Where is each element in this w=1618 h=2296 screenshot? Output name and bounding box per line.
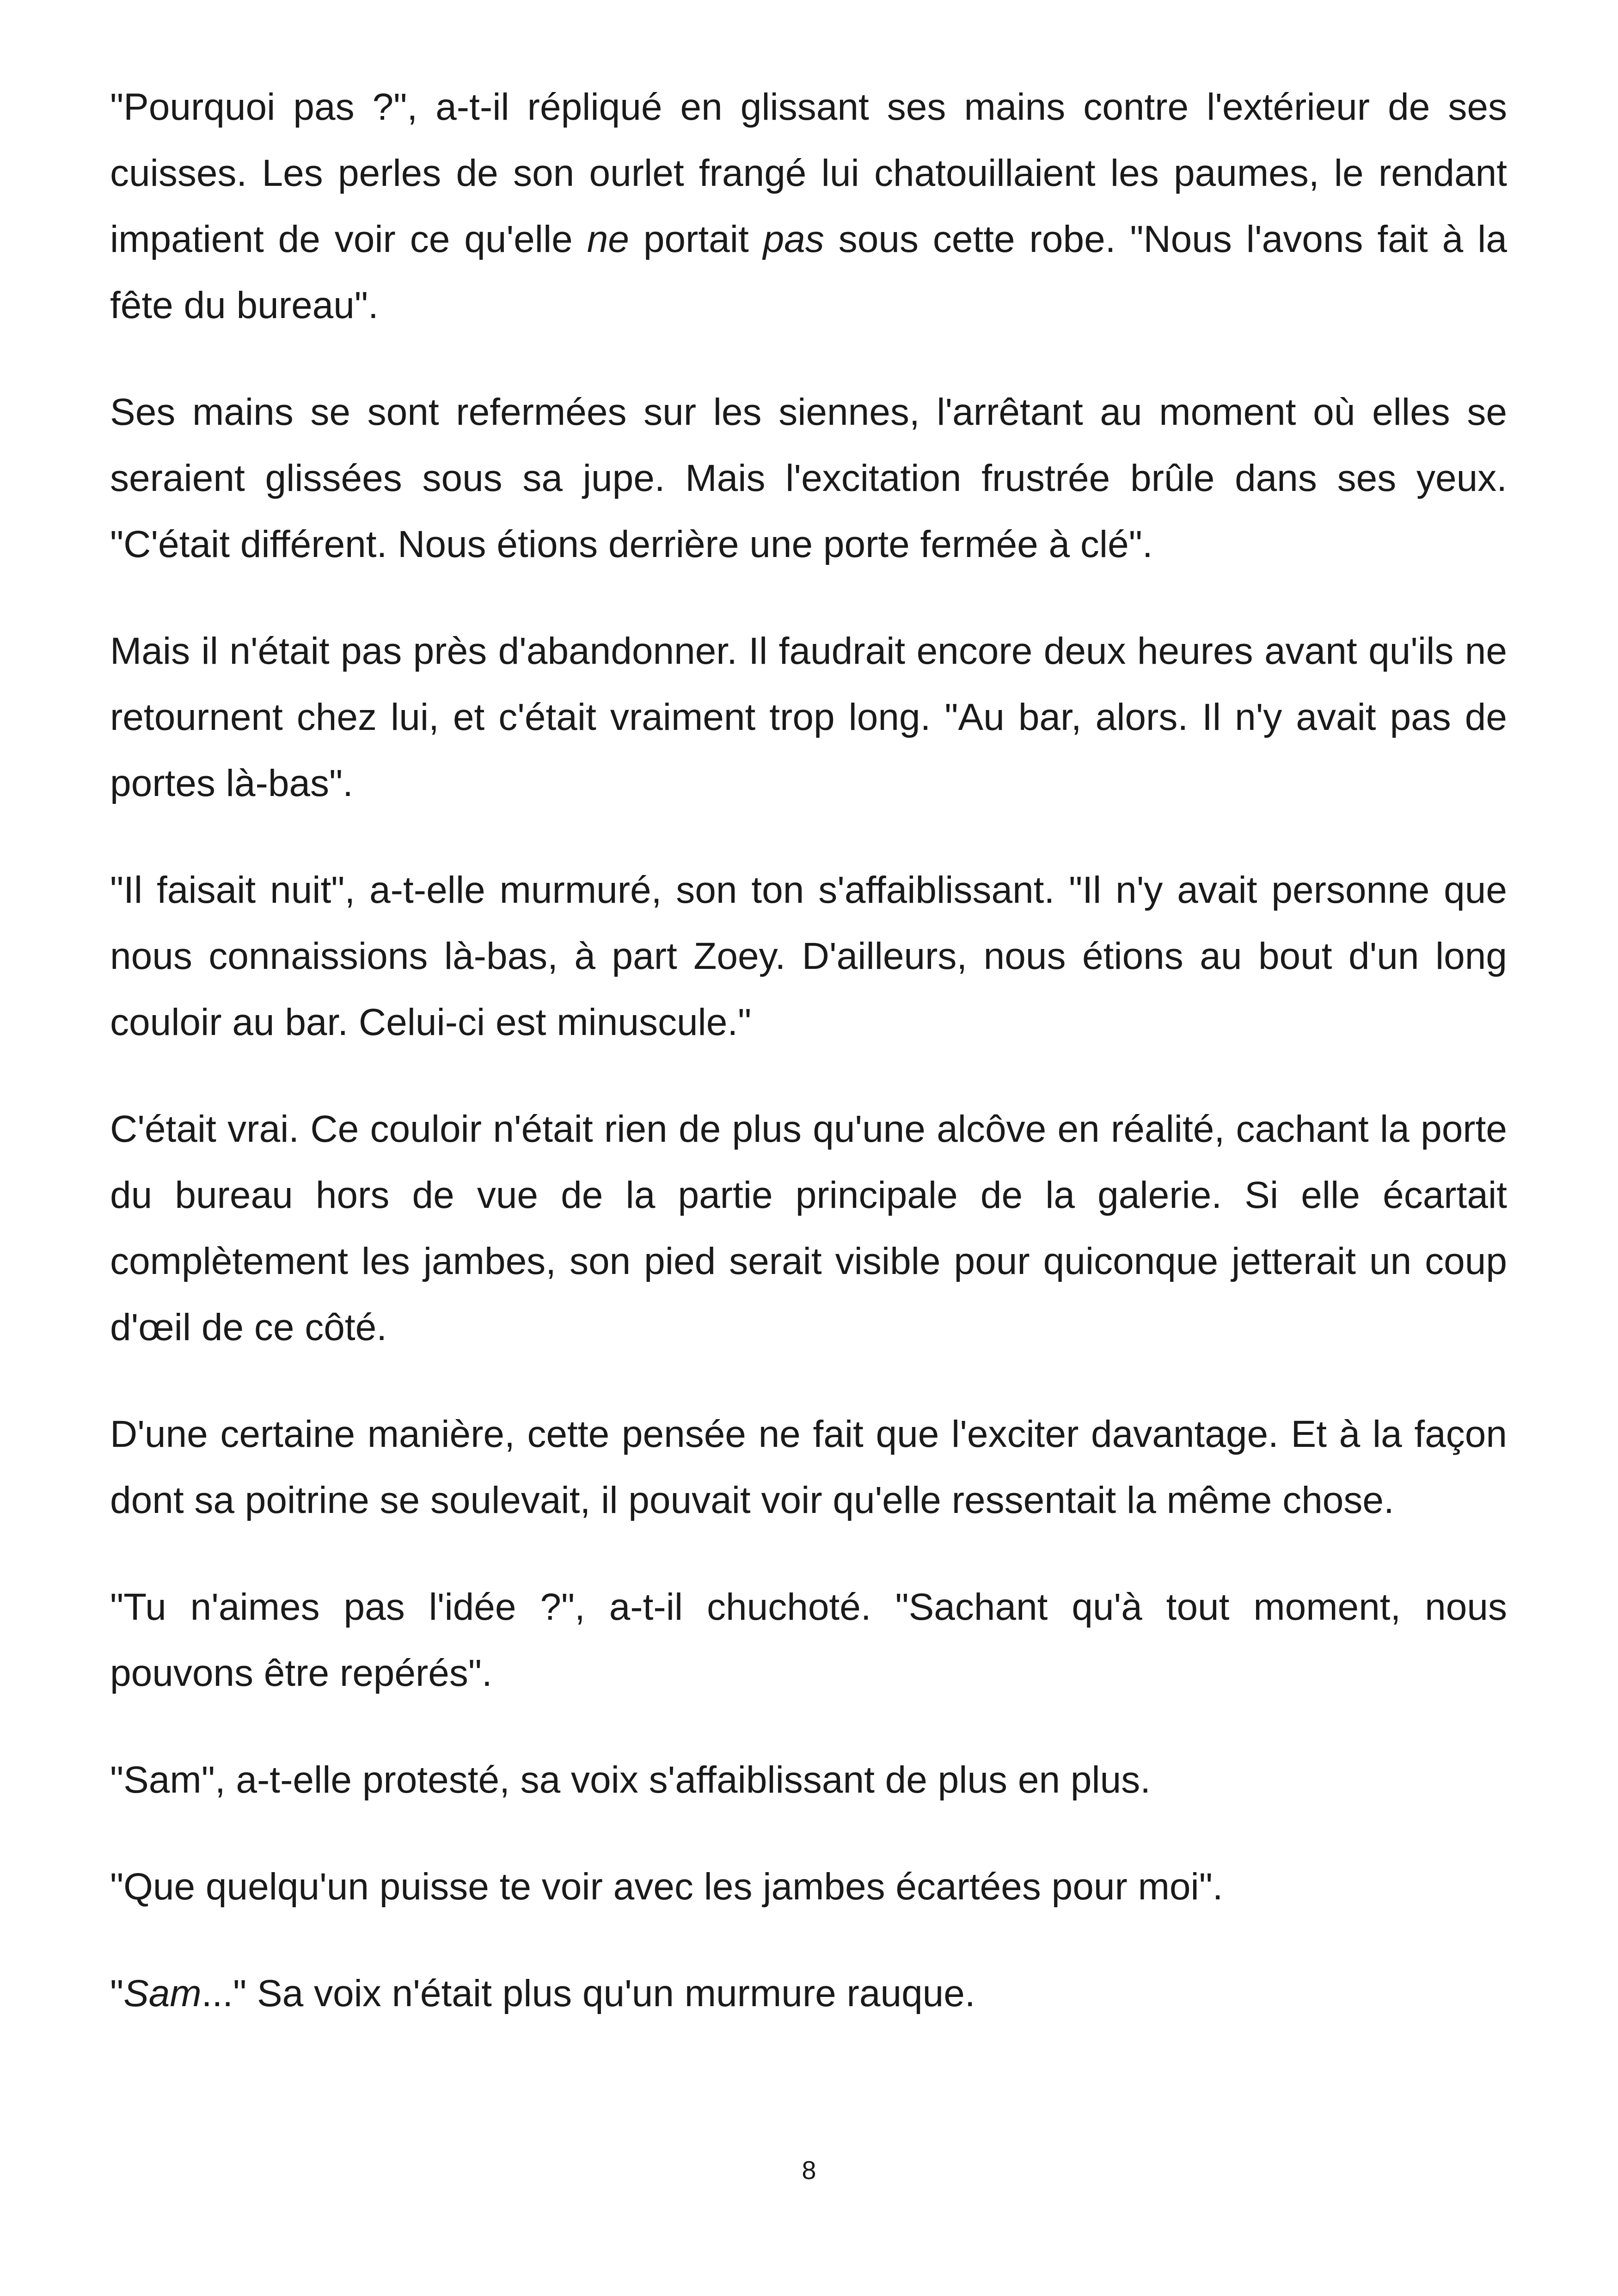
paragraph-2: Ses mains se sont refermées sur les siennes, l'arrêtant au moment où elles se seraient glissées sous sa jupe. Mais l'excitation frustrée brûle dans ses yeux. "C'était différent. Nous étions derrière une porte fermée à clé". (110, 391, 1507, 565)
paragraph-6: D'une certaine manière, cette pensée ne fait que l'exciter davantage. Et à la façon dont sa poitrine se soulevait, il pouvait voir qu'elle ressentait la même chose. (110, 1413, 1507, 1521)
body-text (110, 74, 1507, 2067)
paragraph-4: "Il faisait nuit", a-t-elle murmuré, son ton s'affaiblissant. "Il n'y avait personne que nous connaissions là-bas, à part Zoey. D'ailleurs, nous étions au bout d'un long couloir au bar. Celui-ci est minuscule." (110, 869, 1507, 1043)
paragraph-7: "Tu n'aimes pas l'idée ?", a-t-il chuchoté. "Sachant qu'à tout moment, nous pouvons être repérés". (110, 1586, 1507, 1694)
italic-emphasis: ne (587, 218, 629, 260)
italic-emphasis: Sam (123, 1972, 202, 2014)
paragraph-3: Mais il n'était pas près d'abandonner. Il faudrait encore deux heures avant qu'ils ne retournent chez lui, et c'était vraiment trop long. "Au bar, alors. Il n'y avait pas de portes là-bas". (110, 630, 1507, 804)
paragraph-1: "Pourquoi pas ?", a-t-il répliqué en glissant ses mains contre l'extérieur de ses cuisses. Les perles de son ourlet frangé lui chatouillaient les paumes, le rendant impatient de voir ce qu'elle ne portait pas sous cette robe. "Nous l'avons fait à la fête du bureau". (110, 86, 1508, 326)
paragraph-8: "Sam", a-t-elle protesté, sa voix s'affaiblissant de plus en plus. (110, 1759, 1151, 1801)
paragraph-5: C'était vrai. Ce couloir n'était rien de plus qu'une alcôve en réalité, cachant la porte du bureau hors de vue de la partie principale de la galerie. Si elle écartait complètement les jambes, son pied serait visible pour quiconque jetterait un coup d'œil de ce côté. (110, 1108, 1507, 1348)
paragraph-10: "Sam..." Sa voix n'était plus qu'un murmure rauque. (110, 1972, 975, 2014)
italic-emphasis: pas (763, 218, 824, 260)
paragraph-9: "Que quelqu'un puisse te voir avec les jambes écartées pour moi". (110, 1866, 1223, 1908)
page-number: 8 (802, 2155, 816, 2185)
